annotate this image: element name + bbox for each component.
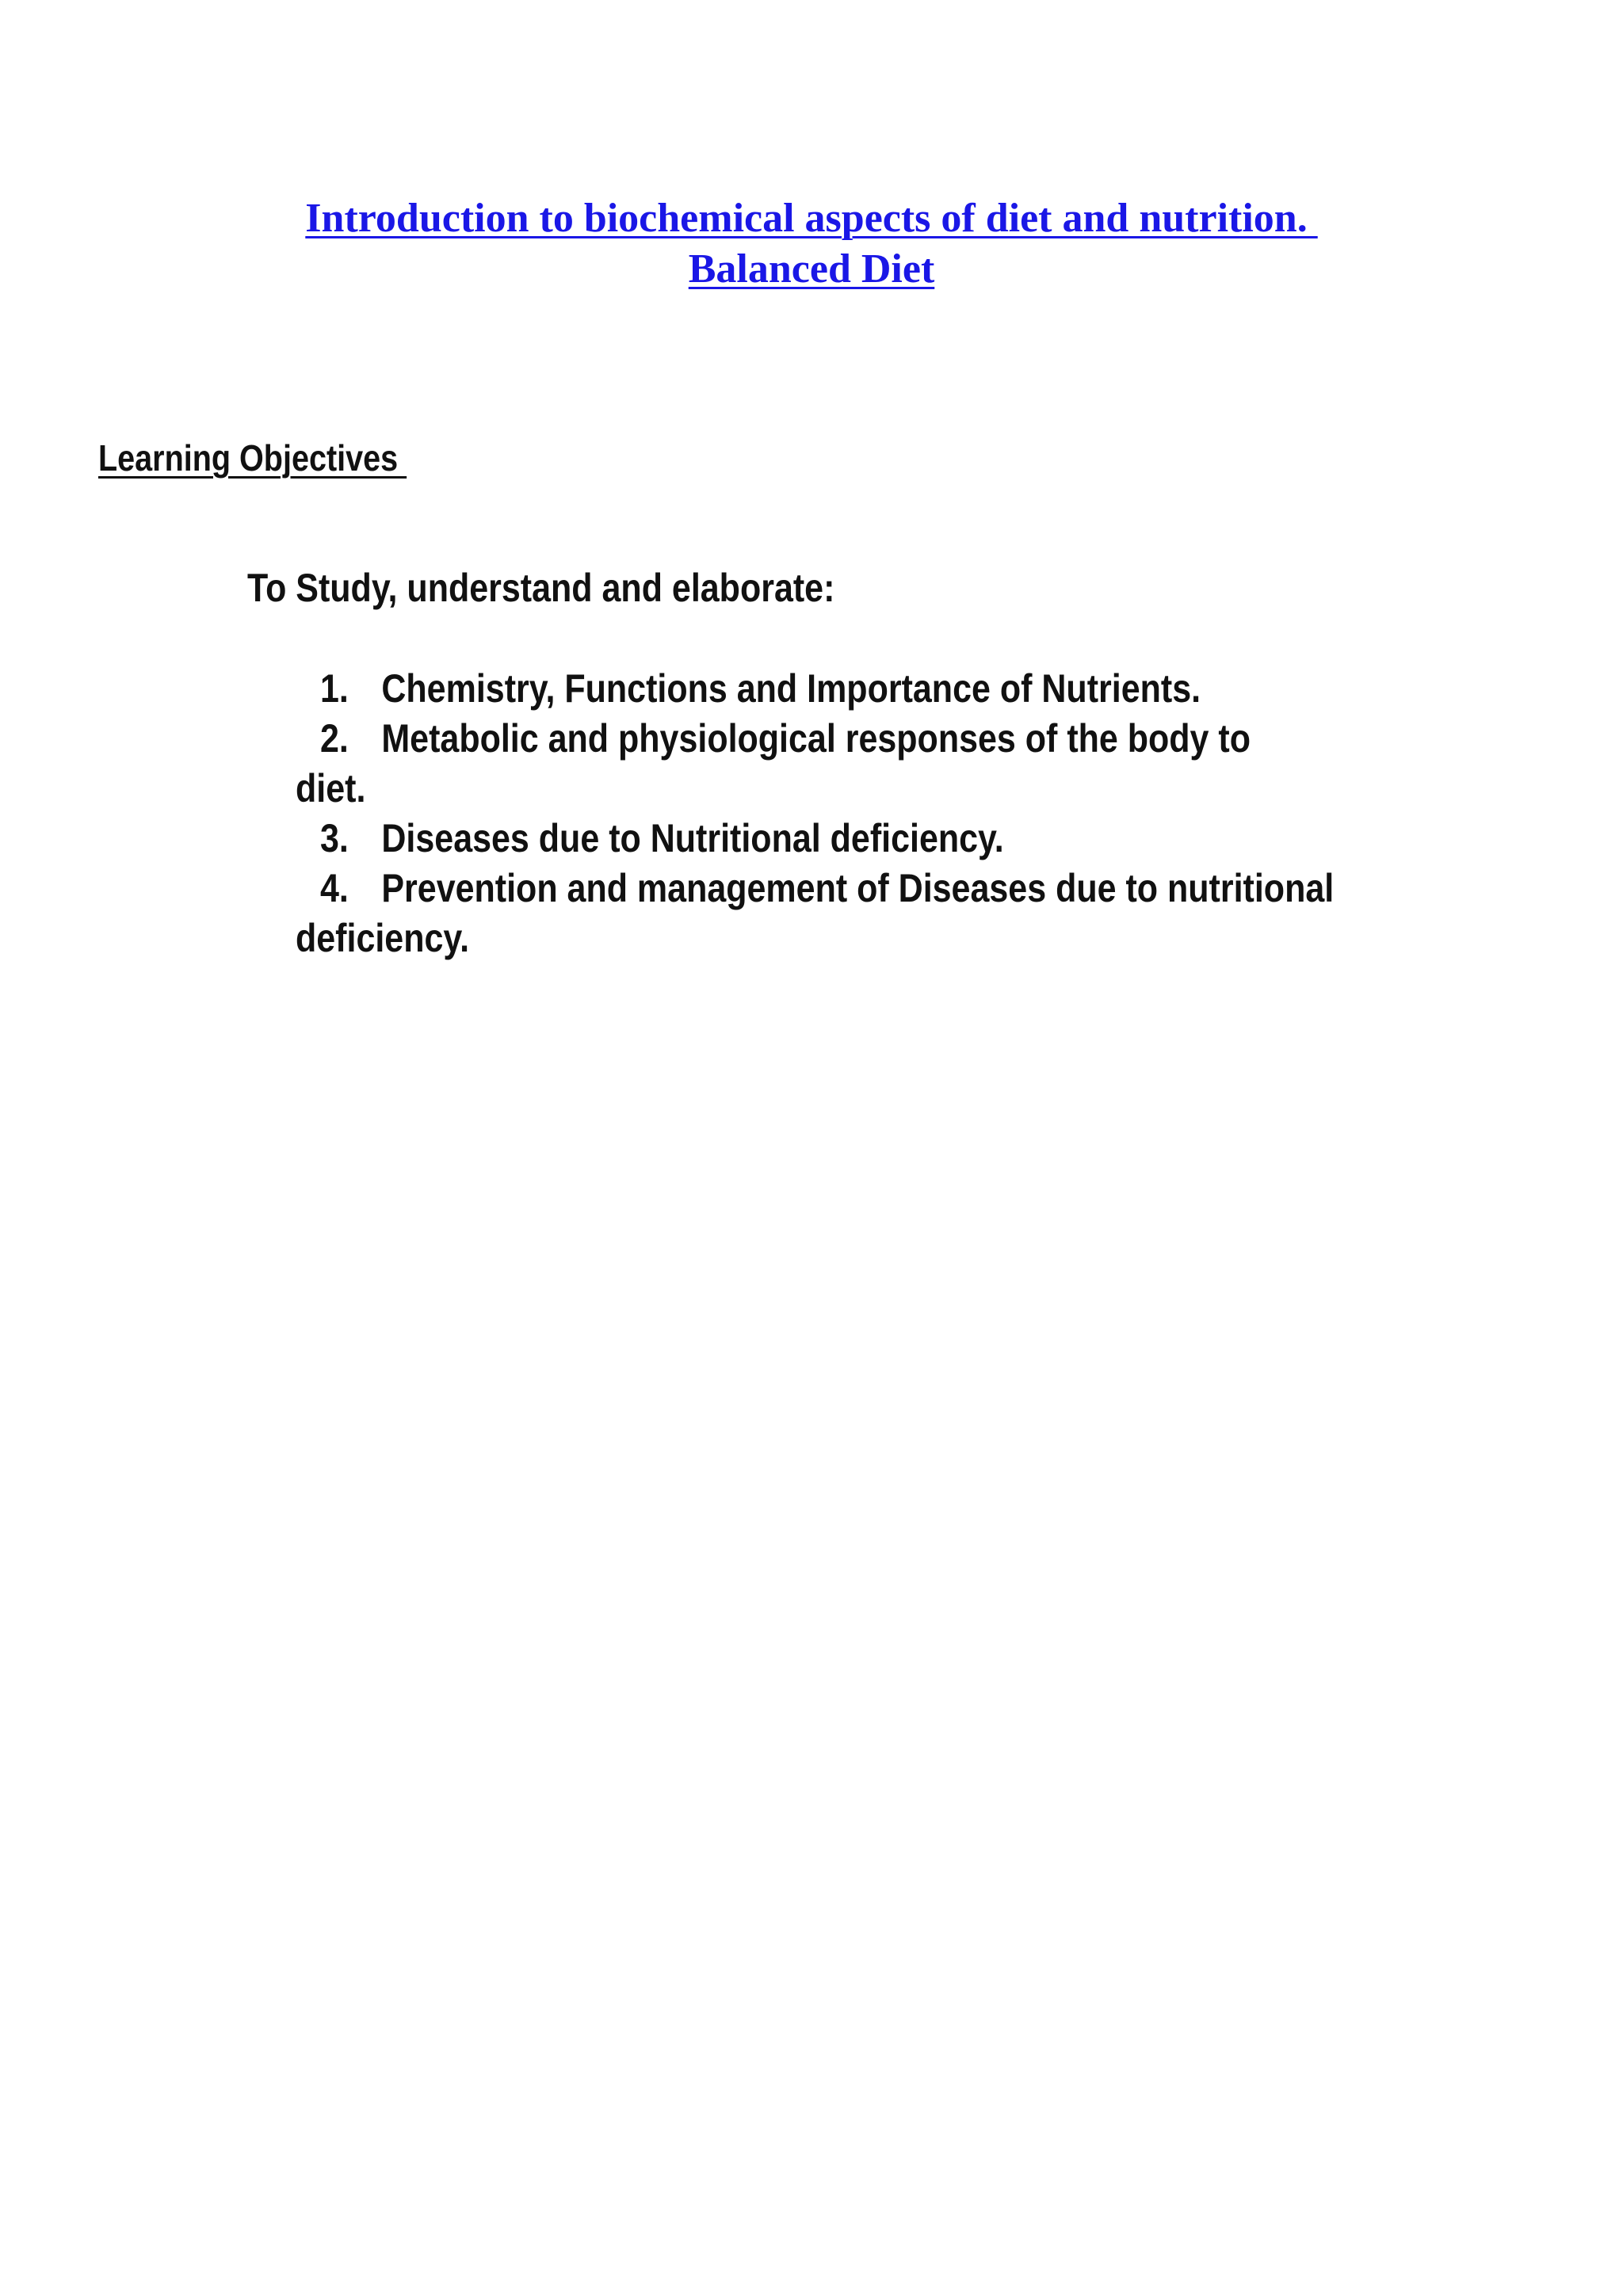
objective-text: Metabolic and physiological responses of the body to	[381, 716, 1251, 761]
learning-objectives-heading: Learning Objectives	[98, 437, 407, 479]
objective-item-1	[296, 664, 1277, 714]
objective-item-2	[296, 714, 1277, 814]
objective-number: 3.	[319, 816, 349, 860]
objective-number: 4.	[319, 866, 349, 910]
objectives-intro: To Study, understand and elaborate:	[247, 566, 835, 610]
objectives-list	[296, 664, 1335, 963]
title-line-1[interactable]: Introduction to biochemical aspects of diet and nutrition.	[305, 196, 1318, 241]
objective-text-continuation: deficiency.	[296, 916, 470, 960]
title-line-2[interactable]: Balanced Diet	[688, 246, 935, 292]
objective-text: Prevention and management of Diseases due to nutritional	[381, 866, 1335, 910]
objective-item-3	[296, 814, 1277, 864]
objective-text-continuation: diet.	[296, 766, 366, 810]
document-title	[0, 193, 1623, 295]
objective-number: 2.	[319, 716, 349, 761]
objective-text: Diseases due to Nutritional deficiency.	[381, 816, 1004, 860]
objective-text: Chemistry, Functions and Importance of Nutrients.	[381, 666, 1201, 711]
objective-item-4	[296, 864, 1335, 963]
objective-number: 1.	[319, 666, 349, 711]
